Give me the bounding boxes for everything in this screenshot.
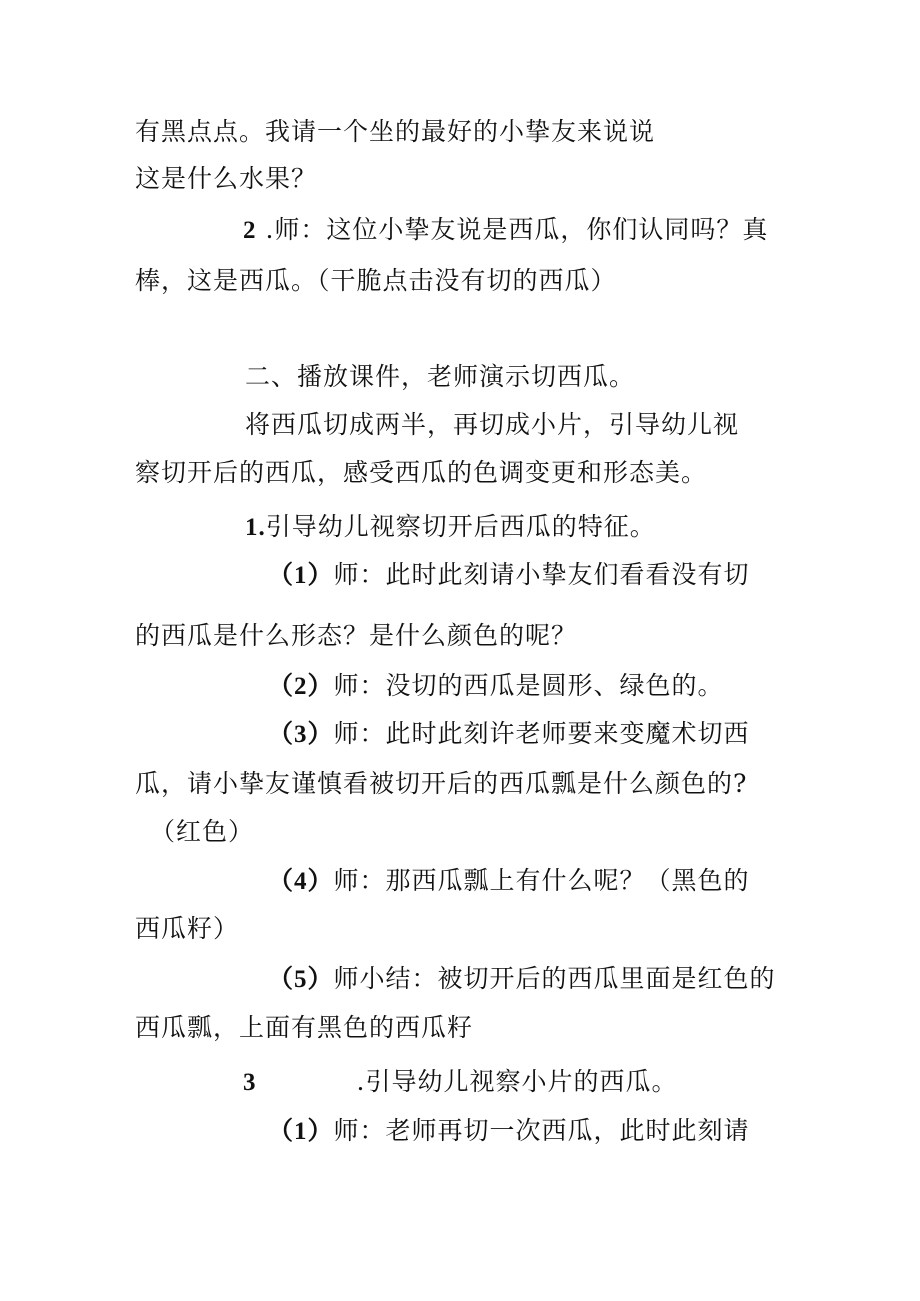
line-text: 师：此时此刻许老师要来变魔术切西	[333, 719, 750, 748]
item-number: （2）	[268, 673, 334, 700]
paragraph-line	[135, 768, 747, 800]
paragraph-line	[135, 457, 707, 489]
paragraph-line	[150, 816, 254, 848]
paragraph-line	[245, 409, 739, 441]
line-text: 察切开后的西瓜，感受西瓜的色调变更和形态美。	[135, 458, 708, 487]
numbered-line	[245, 511, 656, 544]
paragraph-line	[135, 116, 655, 148]
line-text: （红色）	[150, 817, 255, 846]
line-text: 棒，这是西瓜。（干脆点击没有切的西瓜）	[135, 266, 617, 295]
item-number: （4）	[268, 868, 334, 895]
line-text: 师：那西瓜瓢上有什么呢？（黑色的	[333, 866, 750, 895]
line-text: 西瓜籽）	[135, 914, 240, 943]
item-number: （5）	[268, 966, 334, 993]
line-text: .师：这位小挚友说是西瓜，你们认同吗？真	[256, 215, 769, 244]
item-number: 3	[243, 1069, 257, 1096]
numbered-line	[268, 670, 724, 703]
paragraph-line	[135, 1012, 473, 1044]
numbered-line	[268, 963, 776, 996]
line-text: 瓜，请小挚友谨慎看被切开后的西瓜瓢是什么颜色的?	[135, 769, 748, 798]
line-text: 这是什么水果？	[135, 164, 318, 193]
line-text: 引导幼儿视察切开后西瓜的特征。	[265, 512, 656, 541]
numbered-line	[243, 1066, 677, 1099]
item-number: （1）	[268, 1118, 334, 1145]
numbered-line	[268, 865, 750, 898]
line-text: 师：没切的西瓜是圆形、绿色的。	[333, 671, 724, 700]
paragraph-line	[135, 620, 577, 652]
line-text: 二、播放课件，老师演示切西瓜。	[245, 362, 636, 391]
item-number: （1）	[268, 562, 334, 589]
numbered-line	[268, 718, 750, 751]
paragraph-line	[135, 913, 239, 945]
item-number: （3）	[268, 721, 334, 748]
item-number: 2	[243, 217, 257, 244]
line-text: 的西瓜是什么形态？是什么颜色的呢？	[135, 621, 578, 650]
paragraph-line	[135, 265, 617, 297]
line-text: 将西瓜切成两半，再切成小片，引导幼儿视	[245, 410, 740, 439]
numbered-line	[268, 559, 750, 592]
line-text: 师小结：被切开后的西瓜里面是红色的	[333, 964, 776, 993]
line-text: 师：此时此刻请小挚友们看看没有切	[333, 560, 750, 589]
line-text: .引导幼儿视察小片的西瓜。	[356, 1067, 678, 1096]
paragraph-line	[135, 163, 317, 195]
line-text: 有黑点点。我请一个坐的最好的小挚友来说说	[135, 117, 656, 146]
line-text: 师：老师再切一次西瓜，此时此刻请	[333, 1116, 750, 1145]
item-number: 1.	[245, 514, 266, 541]
numbered-line	[268, 1115, 750, 1148]
line-text: 西瓜瓢，上面有黑色的西瓜籽	[135, 1013, 474, 1042]
section-heading	[245, 361, 635, 393]
numbered-line	[243, 214, 768, 247]
